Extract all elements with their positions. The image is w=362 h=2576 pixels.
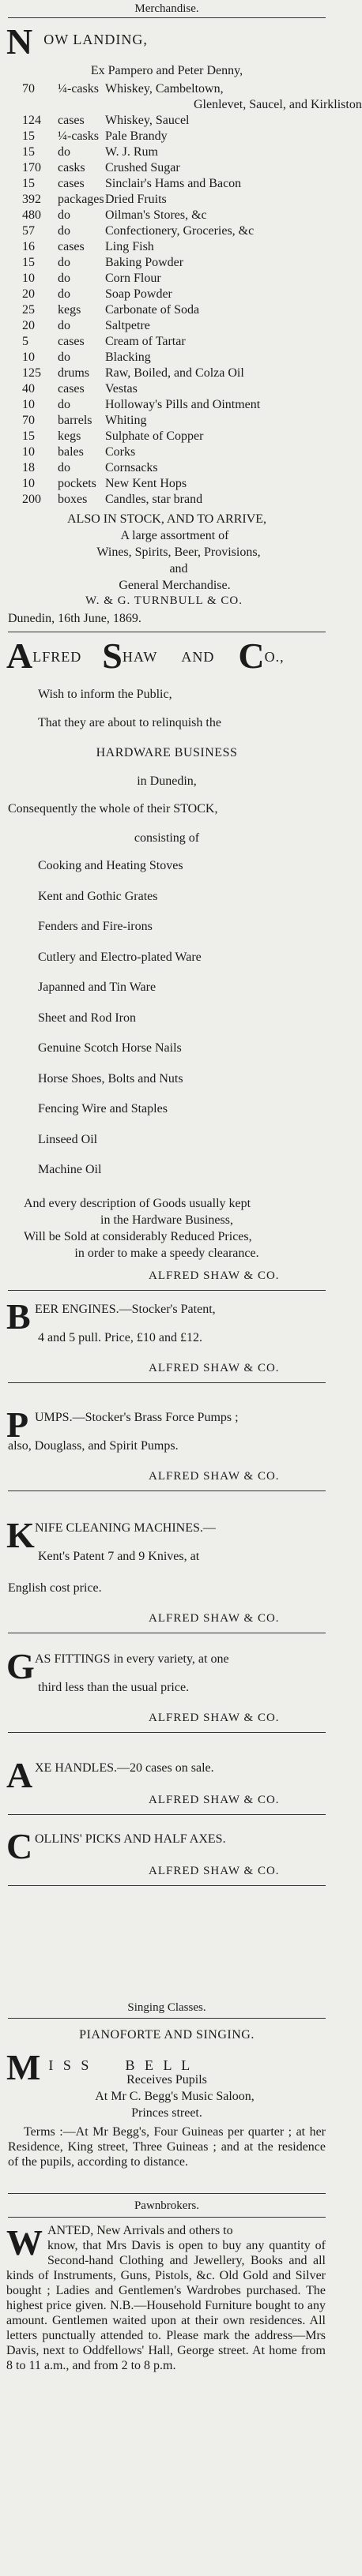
goods-item xyxy=(22,366,244,381)
goods-item xyxy=(22,398,260,412)
shaw-firm: ALFRED SHAW & CO. xyxy=(149,1269,280,1282)
ad-line: Kent's Patent 7 and 9 Knives, at xyxy=(38,1550,200,1563)
goods-desc: Whiskey, Saucel xyxy=(105,114,190,127)
drop-cap: B xyxy=(6,1296,31,1337)
goods-desc: Dried Fruits xyxy=(105,193,167,206)
ad-line: AS FITTINGS in every variety, at one xyxy=(35,1652,229,1666)
goods-qty: 70 xyxy=(22,82,35,96)
divider xyxy=(8,1490,326,1491)
goods-desc: Soap Powder xyxy=(105,287,172,301)
hardware-item: Fencing Wire and Staples xyxy=(38,1102,168,1116)
hardware-item: Machine Oil xyxy=(38,1163,102,1176)
goods-item xyxy=(22,208,207,223)
goods-item xyxy=(22,351,151,365)
goods-unit: ¼-casks xyxy=(58,129,99,143)
terms-text: Terms :—At Mr Begg's, Four Guineas per quarter ; at her Residence, King street, Three Guineas ; and at the residence of the pupils, according to distance. xyxy=(8,2125,326,2169)
goods-qty: 20 xyxy=(22,287,35,301)
goods-unit: do xyxy=(58,256,70,269)
hardware-item: Kent and Gothic Grates xyxy=(38,890,158,903)
turnbull-date: Dunedin, 16th June, 1869. xyxy=(8,612,141,625)
goods-qty: 18 xyxy=(22,461,35,474)
goods-desc: New Kent Hops xyxy=(105,477,187,490)
hardware-item: Horse Shoes, Bolts and Nuts xyxy=(38,1072,183,1086)
divider xyxy=(8,1382,326,1383)
divider xyxy=(8,1732,326,1733)
divider xyxy=(8,1290,326,1291)
goods-unit: do xyxy=(58,351,70,364)
goods-qty: 5 xyxy=(22,335,28,348)
goods-unit: cases xyxy=(58,240,85,253)
goods-item xyxy=(22,493,202,507)
goods-desc: Candles, star brand xyxy=(105,493,203,506)
drop-cap: M xyxy=(6,2047,41,2087)
hardware-item: Fenders and Fire-irons xyxy=(38,920,153,933)
closing-line: in the Hardware Business, xyxy=(100,1213,233,1227)
drop-cap: A xyxy=(6,636,33,676)
section-title-pawnbrokers: Pawnbrokers. xyxy=(134,2199,200,2212)
ad-line: UMPS.—Stocker's Brass Force Pumps ; xyxy=(35,1411,239,1424)
goods-unit: packages xyxy=(58,193,104,206)
stock-line: Consequently the whole of their STOCK, xyxy=(8,802,218,816)
goods-qty: 57 xyxy=(22,224,35,238)
pawn-text: know, that Mrs Davis is open to buy any quantity of Second-hand Clothing and Jewellery, Books and all kinds of Instruments, Guns, Pistols, &c. Old Gold and Silver bought ; Ladies and Gentlemen's Wardrobes purchased. The highest price given. N.B.—Household Furniture bought to any amount. Gentlemen waited upon at their own residences. All letters punctually attended to. Please mark the address—Mrs Davis, next to Oddfellows' Hall, George street. At home from 8 to 11 a.m., and from 2 to 8 p.m. xyxy=(6,2239,326,2372)
section-title-merchandise: Merchandise. xyxy=(134,2,199,15)
goods-desc: Sinclair's Hams and Bacon xyxy=(105,177,242,190)
goods-desc: Raw, Boiled, and Colza Oil xyxy=(105,366,244,380)
drop-cap: G xyxy=(6,1646,35,1686)
goods-item xyxy=(22,287,172,302)
and-line: and xyxy=(169,562,188,576)
goods-item xyxy=(22,477,187,491)
goods-qty: 200 xyxy=(22,493,41,506)
heading-text: AND xyxy=(181,649,215,665)
ad-firm: ALFRED SHAW & CO. xyxy=(149,1794,280,1806)
intro-line: That they are about to relinquish the xyxy=(38,716,221,729)
heading-text: HAW xyxy=(122,649,158,665)
goods-item xyxy=(22,161,180,175)
goods-item xyxy=(111,98,362,112)
goods-qty: 15 xyxy=(22,429,35,443)
goods-item xyxy=(22,129,168,144)
goods-unit: do xyxy=(58,287,70,301)
section-title-singing: Singing Classes. xyxy=(127,2001,206,2014)
intro-line: Wish to inform the Public, xyxy=(38,688,172,701)
ad-firm: ALFRED SHAW & CO. xyxy=(149,1470,280,1483)
goods-unit: do xyxy=(58,224,70,238)
goods-item xyxy=(22,240,154,254)
hardware-item: Genuine Scotch Horse Nails xyxy=(38,1041,182,1055)
also-line: ALSO IN STOCK, AND TO ARRIVE, xyxy=(66,512,267,526)
ad-line: 4 and 5 pull. Price, £10 and £12. xyxy=(38,1331,202,1344)
goods-qty: 392 xyxy=(22,193,41,206)
goods-desc: Holloway's Pills and Ointment xyxy=(105,398,261,411)
hardware-item: Sheet and Rod Iron xyxy=(38,1011,136,1025)
divider xyxy=(8,17,326,18)
heading-text: I S S xyxy=(48,2057,92,2073)
goods-item xyxy=(22,414,146,428)
goods-item xyxy=(22,114,189,128)
divider xyxy=(8,1885,326,1886)
goods-qty: 15 xyxy=(22,145,35,159)
pawn-first-line: ANTED, New Arrivals and others to xyxy=(47,2224,233,2237)
goods-unit: do xyxy=(58,145,70,159)
hardware-item: Linseed Oil xyxy=(38,1133,98,1146)
drop-cap: P xyxy=(6,1404,29,1445)
goods-qty: 15 xyxy=(22,177,35,190)
place-line: in Dunedin, xyxy=(137,774,197,788)
ad-firm: ALFRED SHAW & CO. xyxy=(149,1362,280,1374)
goods-desc: Ling Fish xyxy=(105,240,154,253)
goods-item xyxy=(22,177,241,191)
drop-cap: A xyxy=(6,1755,33,1795)
goods-qty: 124 xyxy=(22,114,41,127)
goods-qty: 10 xyxy=(22,272,35,285)
goods-item xyxy=(22,461,158,475)
goods-unit: do xyxy=(58,398,70,411)
goods-unit: cases xyxy=(58,382,85,396)
goods-item xyxy=(22,82,224,96)
business-line: HARDWARE BUSINESS xyxy=(96,746,238,759)
goods-desc: Sulphate of Copper xyxy=(105,429,204,443)
consisting-line: consisting of xyxy=(134,831,200,845)
goods-qty: 40 xyxy=(22,382,35,396)
drop-cap: W xyxy=(6,2222,43,2263)
goods-qty: 15 xyxy=(22,256,35,269)
goods-unit: do xyxy=(58,319,70,332)
goods-unit: do xyxy=(58,208,70,222)
goods-qty: 25 xyxy=(22,303,35,317)
ad-line: OLLINS' PICKS AND HALF AXES. xyxy=(35,1832,226,1846)
goods-qty: 10 xyxy=(22,445,35,459)
turnbull-firm: W. & G. TURNBULL & CO. xyxy=(85,594,243,607)
goods-qty: 480 xyxy=(22,208,41,222)
turnbull-heading xyxy=(6,21,326,62)
goods-item xyxy=(22,193,167,207)
drop-cap: N xyxy=(6,21,33,62)
goods-item xyxy=(22,319,150,333)
heading-text: OW LANDING, xyxy=(43,32,148,47)
goods-qty: 10 xyxy=(22,351,35,364)
saloon-line: At Mr C. Begg's Music Saloon, xyxy=(95,2090,255,2103)
ad-line: NIFE CLEANING MACHINES.— xyxy=(35,1521,216,1535)
general-line: General Merchandise. xyxy=(119,579,231,592)
closing-line: And every description of Goods usually kept xyxy=(24,1197,251,1210)
goods-qty: 16 xyxy=(22,240,35,253)
goods-desc: Baking Powder xyxy=(105,256,184,269)
ad-firm: ALFRED SHAW & CO. xyxy=(149,1865,280,1877)
ad-line: XE HANDLES.—20 cases on sale. xyxy=(35,1761,214,1775)
closing-line: in order to make a speedy clearance. xyxy=(74,1247,259,1260)
goods-desc: Corks xyxy=(105,445,136,459)
goods-desc: Blacking xyxy=(105,351,151,364)
goods-item xyxy=(22,224,254,238)
goods-qty: 125 xyxy=(22,366,41,380)
drop-cap: C xyxy=(238,636,265,676)
ad-line: third less than the usual price. xyxy=(38,1681,190,1694)
goods-unit: casks xyxy=(58,161,85,174)
wines-line: Wines, Spirits, Beer, Provisions, xyxy=(96,546,261,559)
goods-unit: cases xyxy=(58,177,85,190)
goods-item xyxy=(22,335,186,349)
goods-item xyxy=(22,445,135,459)
goods-desc: Whiting xyxy=(105,414,147,427)
goods-desc: Cornsacks xyxy=(105,461,158,474)
goods-desc: Vestas xyxy=(105,382,138,396)
goods-qty: 10 xyxy=(22,398,35,411)
closing-line: Will be Sold at considerably Reduced Prices, xyxy=(24,1230,252,1243)
goods-desc: Confectionery, Groceries, &c xyxy=(105,224,255,238)
ad-line: also, Douglass, and Spirit Pumps. xyxy=(8,1439,179,1453)
goods-desc: Oilman's Stores, &c xyxy=(105,208,207,222)
goods-item xyxy=(22,272,161,286)
divider xyxy=(8,1814,326,1815)
drop-cap: S xyxy=(102,636,123,676)
heading-text: O., xyxy=(264,649,285,665)
hardware-item: Japanned and Tin Ware xyxy=(38,981,156,994)
goods-item xyxy=(22,256,183,270)
hardware-item: Cutlery and Electro-plated Ware xyxy=(38,951,202,964)
turnbull-ships: Ex Pampero and Peter Denny, xyxy=(90,64,243,77)
goods-desc: Carbonate of Soda xyxy=(105,303,200,317)
ad-firm: ALFRED SHAW & CO. xyxy=(149,1612,280,1625)
goods-qty: 15 xyxy=(22,129,35,143)
goods-item xyxy=(22,303,199,317)
goods-unit: pockets xyxy=(58,477,96,490)
drop-cap: C xyxy=(6,1826,33,1866)
divider xyxy=(8,2193,326,2194)
goods-unit: boxes xyxy=(58,493,88,506)
goods-unit: barrels xyxy=(58,414,92,427)
receives-line: Receives Pupils xyxy=(126,2073,207,2087)
goods-unit: do xyxy=(58,272,70,285)
goods-unit: cases xyxy=(58,335,85,348)
heading-text: LFRED xyxy=(32,649,82,665)
goods-desc: W. J. Rum xyxy=(105,145,158,159)
goods-qty: 70 xyxy=(22,414,35,427)
goods-qty: 170 xyxy=(22,161,41,174)
ad-line: EER ENGINES.—Stocker's Patent, xyxy=(35,1303,216,1316)
shaw-heading xyxy=(6,638,326,679)
goods-unit: do xyxy=(58,461,70,474)
goods-unit: cases xyxy=(58,114,85,127)
street-line: Princes street. xyxy=(131,2106,202,2120)
goods-item xyxy=(22,145,158,159)
goods-desc: Saltpetre xyxy=(105,319,150,332)
goods-unit: kegs xyxy=(58,429,81,443)
goods-desc: Glenlevet, Saucel, and Kirkliston xyxy=(194,98,362,111)
ad-firm: ALFRED SHAW & CO. xyxy=(149,1712,280,1724)
goods-desc: Pale Brandy xyxy=(105,129,168,143)
goods-qty: 10 xyxy=(22,477,35,490)
goods-item xyxy=(22,382,138,396)
divider xyxy=(8,2217,326,2218)
assortment-line: A large assortment of xyxy=(120,529,229,542)
goods-item xyxy=(22,429,203,444)
goods-unit: bales xyxy=(58,445,84,459)
goods-unit: ¼-casks xyxy=(58,82,99,96)
goods-unit: drums xyxy=(58,366,89,380)
pawn-ad xyxy=(6,2223,326,2373)
ad-line: English cost price. xyxy=(8,1581,102,1595)
goods-desc: Whiskey, Cambeltown, xyxy=(105,82,224,96)
drop-cap: K xyxy=(6,1515,35,1555)
hardware-item: Cooking and Heating Stoves xyxy=(38,859,183,872)
singing-title: PIANOFORTE AND SINGING. xyxy=(79,2028,255,2042)
goods-desc: Cream of Tartar xyxy=(105,335,186,348)
heading-text: B E L L xyxy=(125,2057,194,2073)
goods-qty: 20 xyxy=(22,319,35,332)
goods-desc: Crushed Sugar xyxy=(105,161,180,174)
goods-desc: Corn Flour xyxy=(105,272,161,285)
goods-unit: kegs xyxy=(58,303,81,317)
divider xyxy=(8,2018,326,2019)
